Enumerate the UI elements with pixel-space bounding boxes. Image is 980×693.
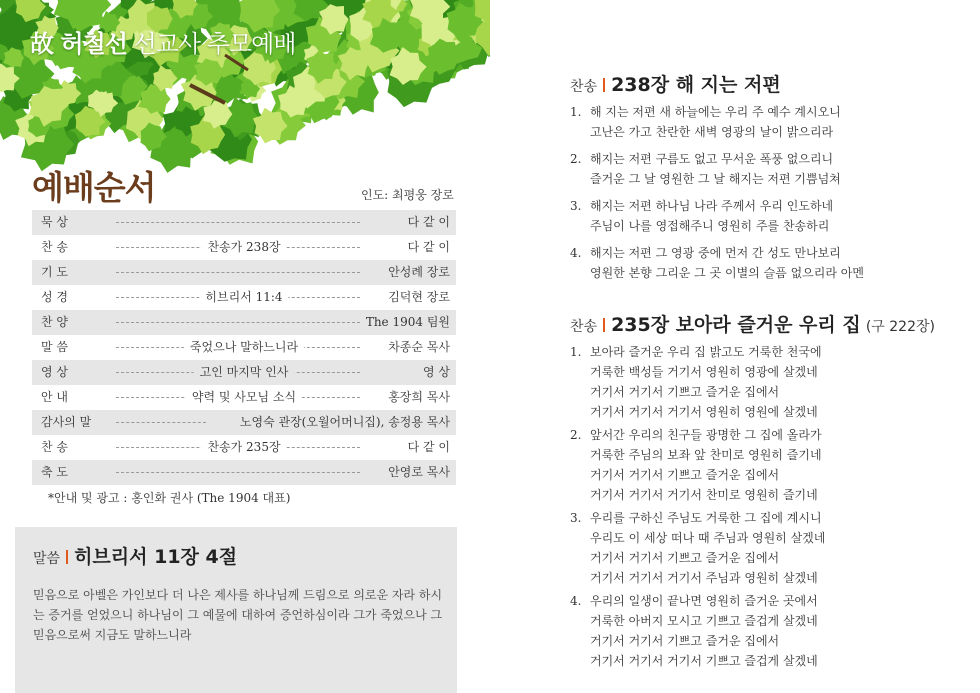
verse-number: 1.: [570, 345, 582, 359]
dotted-leader: [116, 422, 206, 423]
order-item-person: The 1904 팀원: [365, 315, 450, 329]
sermon-heading: [33, 542, 237, 569]
order-item-person: 안영로 목사: [388, 465, 450, 479]
order-item-person: 차종순 목사: [388, 340, 450, 354]
verse-line: 해지는 저편 그 영광 중에 먼저 간 성도 만나보리: [590, 246, 841, 260]
order-row: [32, 410, 456, 435]
order-row: [32, 360, 456, 385]
accent-bar: [603, 78, 605, 92]
hymn-tag: 찬송: [570, 79, 598, 95]
accent-bar: [603, 318, 605, 332]
order-item-detail: 히브리서 11:4: [199, 285, 288, 310]
verse-line: 우리의 일생이 끝나면 영원히 즐거운 곳에서: [590, 594, 818, 608]
right-page: [490, 0, 980, 693]
order-item-detail: 찬송가 238장: [201, 235, 286, 260]
hymn-tag: 찬송: [570, 319, 598, 335]
verse-number: 3.: [570, 199, 582, 213]
order-item-label: 말 씀: [41, 340, 68, 354]
order-row: [32, 460, 456, 485]
verse-line: 해 지는 저편 새 하늘에는 우리 주 예수 계시오니: [590, 105, 841, 119]
verse-number: 1.: [570, 105, 582, 119]
sermon-scripture: 믿음으로 아벨은 가인보다 더 나은 제사를 하나님께 드림으로 의로운 자라 하시는 증거를 얻었으니 하나님이 그 예물에 대하여 증언하심이라 그가 죽었으나 그 믿음으로써 지금도 말하느니라: [33, 588, 443, 642]
verse-line: 보아라 즐거운 우리 집 밝고도 거룩한 천국에: [590, 345, 822, 359]
verse-line: 고난은 가고 찬란한 새벽 영광의 날이 밝으리라: [590, 125, 834, 139]
accent-bar: [66, 550, 68, 564]
announcement-note: *안내 및 광고 : 홍인화 권사 (The 1904 대표): [48, 491, 291, 505]
page-title: [30, 24, 295, 59]
hymn-title: 238장 해 지는 저편: [611, 74, 781, 96]
verse-line: 거기서 거기서 기쁘고 즐거운 집에서: [590, 551, 780, 565]
sermon-title: 히브리서 11장 4절: [74, 546, 238, 568]
hymn-238-heading: [570, 70, 781, 97]
verse-line: 해지는 저편 하나님 나라 주께서 우리 인도하네: [590, 199, 834, 213]
verse-number: 4.: [570, 246, 582, 260]
order-item-detail: 고인 마지막 인사: [194, 360, 295, 385]
order-item-label: 안 내: [41, 390, 68, 404]
verse-line: 거룩한 주님의 보좌 앞 찬미로 영원히 즐기네: [590, 448, 822, 462]
verse-line: 거기서 거기서 기쁘고 즐거운 집에서: [590, 468, 780, 482]
order-item-person: 김덕현 장로: [388, 290, 450, 304]
order-table: [32, 210, 456, 485]
dotted-leader: [116, 222, 360, 223]
sermon-box: [15, 527, 457, 693]
verse-line: 주님이 나를 영접해주니 영원히 주를 찬송하리: [590, 219, 830, 233]
verse-line: 거기서 거기서 기쁘고 즐거운 집에서: [590, 385, 780, 399]
hymn-title: 235장 보아라 즐거운 우리 집: [611, 314, 861, 336]
order-item-detail: 약력 및 사모님 소식: [186, 385, 302, 410]
order-item-label: 찬 송: [41, 440, 68, 454]
verse-line: 거기서 거기서 거기서 기쁘고 즐겁게 살겠네: [590, 654, 818, 668]
order-item-person: 영 상: [423, 365, 450, 379]
verse-line: 거기서 거기서 거기서 영원히 영원에 살겠네: [590, 405, 818, 419]
verse-line: 해지는 저편 구름도 없고 무서운 폭풍 없으리니: [590, 152, 834, 166]
dotted-leader: [116, 272, 360, 273]
service-leader: 인도: 최평웅 장로: [361, 188, 454, 202]
order-row: [32, 335, 456, 360]
verse-line: 앞서간 우리의 친구들 광명한 그 집에 올라가: [590, 428, 822, 442]
order-item-person: 다 같 이: [407, 440, 450, 454]
order-item-label: 기 도: [41, 265, 68, 279]
order-item-label: 성 경: [41, 290, 68, 304]
verse-line: 거룩한 백성들 거기서 영원히 영광에 살겠네: [590, 365, 818, 379]
order-item-label: 축 도: [41, 465, 68, 479]
dotted-leader: [116, 322, 360, 323]
verse-line: 거기서 거기서 기쁘고 즐거운 집에서: [590, 634, 780, 648]
verse-line: 우리도 이 세상 떠나 때 주님과 영원히 살겠네: [590, 531, 826, 545]
verse-line: 거기서 거기서 거기서 찬미로 영원히 즐기네: [590, 488, 818, 502]
order-item-person: 홍장희 목사: [388, 390, 450, 404]
hymn-235-heading: [570, 310, 935, 337]
order-row: [32, 260, 456, 285]
verse-number: 3.: [570, 511, 582, 525]
order-row: [32, 285, 456, 310]
order-item-person: 다 같 이: [407, 215, 450, 229]
verse-number: 2.: [570, 152, 582, 166]
order-row: [32, 310, 456, 335]
order-item-label: 찬 송: [41, 240, 68, 254]
title-name: 故 허철선: [30, 30, 127, 58]
order-row: [32, 210, 456, 235]
title-event: 선교사 추모예배: [126, 30, 296, 58]
verse-number: 2.: [570, 428, 582, 442]
order-item-label: 영 상: [41, 365, 68, 379]
order-item-label: 찬 양: [41, 315, 68, 329]
hymn-old-number: (구 222장): [865, 319, 935, 335]
verse-line: 거룩한 아버지 모시고 기쁘고 즐겁게 살겠네: [590, 614, 818, 628]
sermon-tag: 말씀: [33, 551, 61, 567]
order-item-detail: 찬송가 235장: [201, 435, 286, 460]
order-item-label: 묵 상: [41, 215, 68, 229]
verse-number: 4.: [570, 594, 582, 608]
order-row: [32, 385, 456, 410]
order-heading: 예배순서: [32, 168, 156, 207]
order-item-person: 안성례 장로: [388, 265, 450, 279]
verse-line: 즐거운 그 날 영원한 그 날 해지는 저편 기쁨넘쳐: [590, 172, 841, 186]
order-item-person: 다 같 이: [407, 240, 450, 254]
order-item-detail: 죽었으나 말하느니라: [184, 335, 304, 360]
verse-line: 우리를 구하신 주님도 거룩한 그 집에 계시니: [590, 511, 822, 525]
verse-line: 거기서 거기서 거기서 주님과 영원히 살겠네: [590, 571, 818, 585]
dotted-leader: [116, 472, 360, 473]
order-row: [32, 435, 456, 460]
order-item-label: 감사의 말: [41, 415, 92, 429]
verse-line: 영원한 본향 그리운 그 곳 이별의 슬픔 없으리라 아멘: [590, 266, 864, 280]
order-row: [32, 235, 456, 260]
order-item-person: 노영숙 관장(오월어머니집), 송정용 목사: [239, 415, 450, 429]
